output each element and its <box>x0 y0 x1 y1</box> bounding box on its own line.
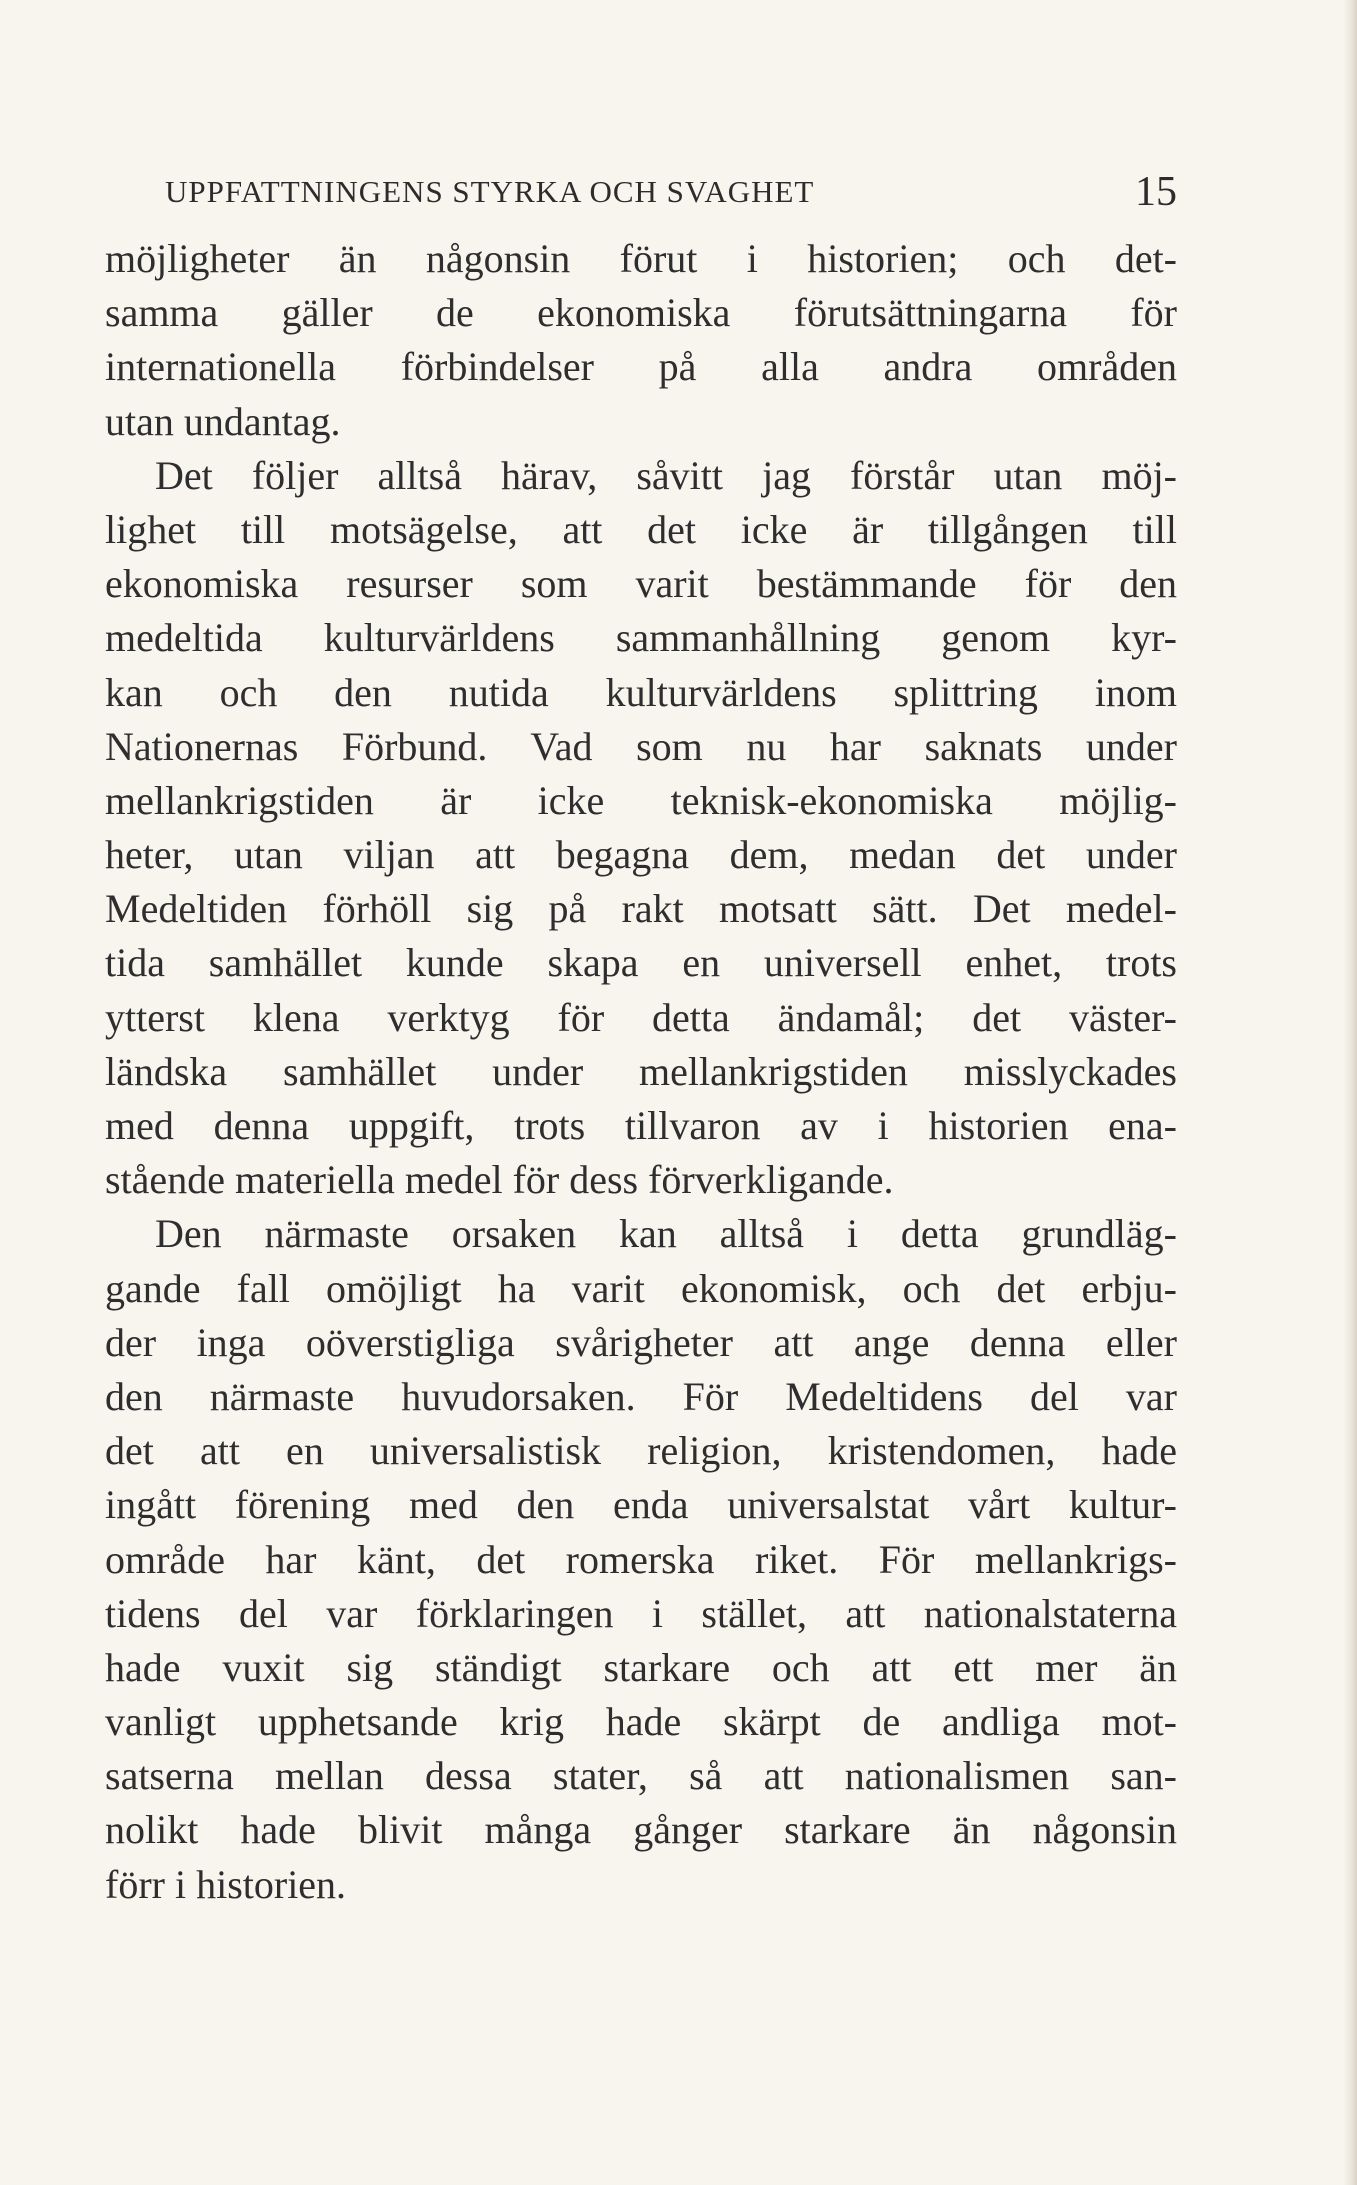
text-line: internationella förbindelser på alla andra områden <box>105 344 1177 390</box>
text-line: ytterst klena verktyg för detta ändamål; det väster- <box>105 994 1177 1040</box>
text-line: heter, utan viljan att begagna dem, medan det under <box>105 832 1177 878</box>
page-edge-shadow <box>1343 0 1357 2185</box>
text-line: ekonomiska resurser som varit bestämmande för den <box>105 561 1177 607</box>
text-line: Nationernas Förbund. Vad som nu har saknats under <box>105 723 1177 769</box>
running-head: UPPFATTNINGENS STYRKA OCH SVAGHET <box>165 174 815 209</box>
text-line: det att en universalistisk religion, kristendomen, hade <box>105 1428 1177 1474</box>
text-line: stående materiella medel för dess förverkligande. <box>105 1157 894 1203</box>
text-line: tidens del var förklaringen i stället, att nationalstaterna <box>105 1590 1177 1636</box>
text-line: med denna uppgift, trots tillvaron av i historien ena- <box>105 1103 1177 1148</box>
text-line: Den närmaste orsaken kan alltså i detta grundläg- <box>155 1211 1177 1257</box>
text-line: nolikt hade blivit många gånger starkare än någonsin <box>105 1807 1177 1853</box>
body-text <box>105 232 1177 1912</box>
text-line: ingått förening med den enda universalstat vårt kultur- <box>105 1482 1177 1528</box>
text-line: den närmaste huvudorsaken. För Medeltidens del var <box>105 1373 1177 1419</box>
text-line: der inga oöverstigliga svårigheter att ange denna eller <box>105 1319 1177 1365</box>
text-line: lighet till motsägelse, att det icke är tillgången till <box>105 506 1177 552</box>
text-line: gande fall omöjligt ha varit ekonomisk, och det erbju- <box>105 1265 1177 1311</box>
text-line: samma gäller de ekonomiska förutsättningarna för <box>105 290 1177 336</box>
text-line: Det följer alltså härav, såvitt jag förstår utan möj- <box>155 452 1177 498</box>
text-line: mellankrigstiden är icke teknisk-ekonomiska möjlig- <box>105 777 1177 823</box>
text-line: kan och den nutida kulturvärldens splittring inom <box>105 669 1177 715</box>
text-line: Medeltiden förhöll sig på rakt motsatt sätt. Det medel- <box>105 886 1177 932</box>
text-line: möjligheter än någonsin förut i historien; och det- <box>105 236 1177 281</box>
text-line: förr i historien. <box>105 1861 347 1907</box>
text-line: område har känt, det romerska riket. För mellankrigs- <box>105 1536 1177 1582</box>
text-line: tida samhället kunde skapa en universell enhet, trots <box>105 940 1177 986</box>
text-line: ländska samhället under mellankrigstiden misslyckades <box>105 1048 1177 1094</box>
page-header <box>165 168 1177 218</box>
text-line: satserna mellan dessa stater, så att nationalismen san- <box>105 1753 1177 1799</box>
text-line: medeltida kulturvärldens sammanhållning genom kyr- <box>105 615 1177 661</box>
text-line: utan undantag. <box>105 398 341 444</box>
text-line: hade vuxit sig ständigt starkare och att ett mer än <box>105 1644 1177 1690</box>
page-number: 15 <box>1135 169 1177 215</box>
text-line: vanligt upphetsande krig hade skärpt de andliga mot- <box>105 1699 1177 1745</box>
